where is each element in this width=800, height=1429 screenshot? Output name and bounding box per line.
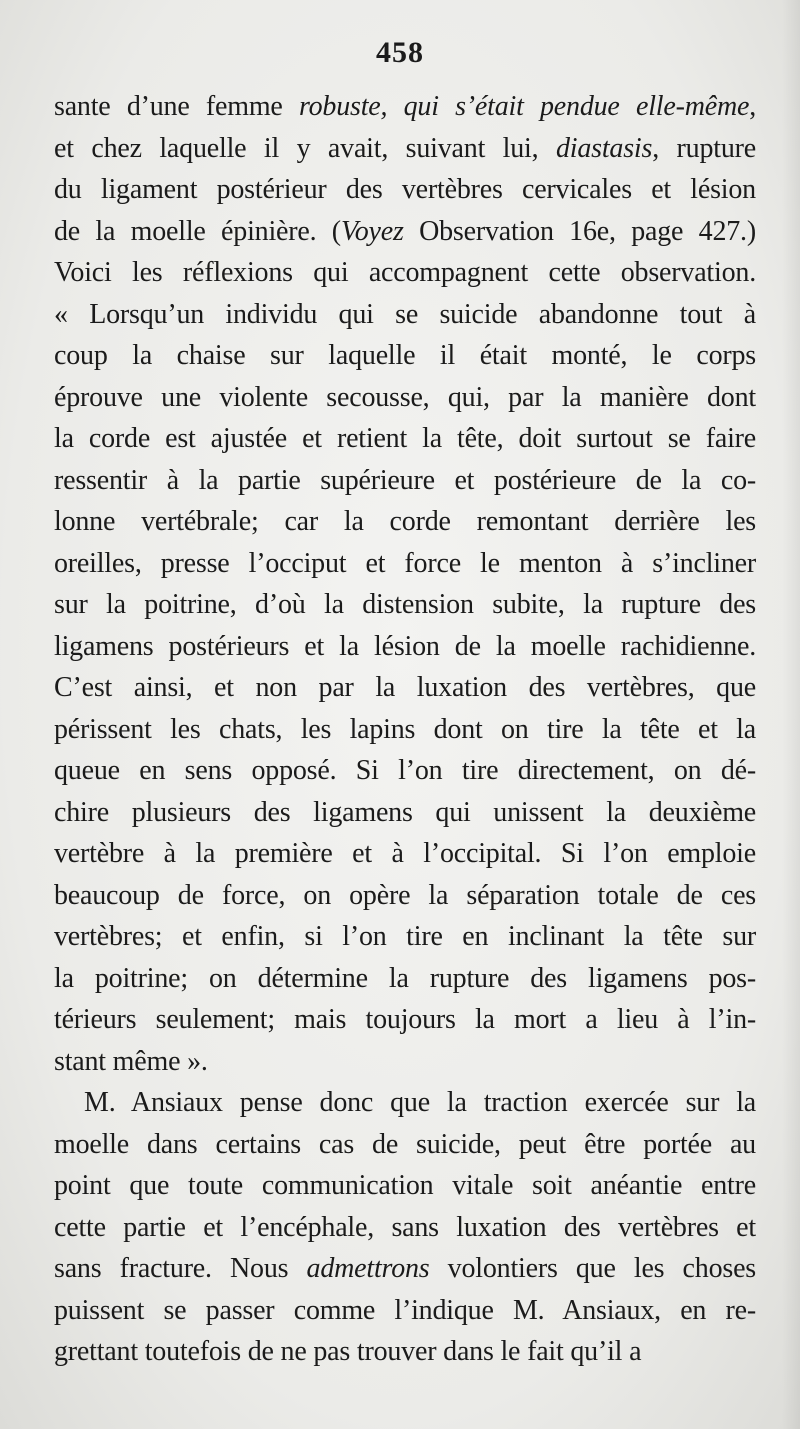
text-segment: du ligament postérieur des vertèbres cervicales et lésion	[54, 174, 756, 205]
text-line	[54, 792, 756, 834]
page-edge-shadow	[782, 0, 800, 1429]
text-segment: térieurs seulement; mais toujours la mort a lieu à l’in-	[54, 1004, 756, 1035]
text-line	[54, 833, 756, 875]
text-segment: point que toute communication vitale soit anéantie entre	[54, 1170, 756, 1201]
text-segment: queue en sens opposé. Si l’on tire directement, on dé-	[54, 755, 756, 786]
text-line	[54, 875, 756, 917]
text-segment: vertèbres; et enfin, si l’on tire en inclinant la tête sur	[54, 921, 756, 952]
text-line	[54, 1165, 756, 1207]
text-line	[54, 377, 756, 419]
text-line	[54, 584, 756, 626]
text-segment: lonne vertébrale; car la corde remontant derrière les	[54, 506, 756, 537]
text-segment: coup la chaise sur laquelle il était monté, le corps	[54, 340, 756, 371]
text-segment: Observation 16e, page 427.)	[403, 215, 756, 247]
text-segment: vertèbre à la première et à l’occipital. Si l’on emploie	[54, 838, 756, 869]
text-line	[54, 1041, 756, 1083]
text-segment: stant même ».	[54, 1045, 208, 1077]
text-line	[54, 252, 756, 294]
text-segment: beaucoup de force, on opère la séparation totale de ces	[54, 879, 756, 911]
text-line	[54, 128, 756, 170]
text-line	[54, 709, 756, 751]
text-line	[54, 1331, 756, 1373]
text-segment: sur la poitrine, d’où la distension subite, la rupture des	[54, 589, 756, 620]
text-segment: grettant toutefois de ne pas trouver dans le fait qu’il a	[54, 1336, 642, 1367]
text-line	[54, 1082, 756, 1124]
text-line	[54, 543, 756, 585]
text-segment: éprouve une violente secousse, qui, par la manière dont	[54, 381, 756, 413]
text-segment: ressentir à la partie supérieure et postérieure de la co-	[54, 464, 756, 496]
text-segment: périssent les chats, les lapins dont on tire la tête et la	[54, 713, 756, 745]
text-line	[54, 916, 756, 958]
text-line	[54, 335, 756, 377]
italic-text: robuste, qui s’était pendue elle-même	[298, 91, 750, 122]
text-line	[54, 750, 756, 792]
text-line	[54, 626, 756, 668]
text-line	[54, 999, 756, 1041]
page-number: 458	[376, 36, 424, 69]
text-line	[54, 1248, 756, 1290]
text-segment: de la moelle épinière. (	[54, 215, 341, 247]
text-line	[54, 958, 756, 1000]
text-segment: sante d’une femme	[54, 91, 299, 122]
text-segment: volontiers que les choses	[429, 1253, 757, 1284]
text-segment: la corde est ajustée et retient la tête, doit surtout se faire	[54, 423, 756, 454]
text-segment: et chez laquelle il y avait, suivant lui,	[54, 132, 556, 164]
text-segment: puissent se passer comme l’indique M. Ansiaux, en re-	[54, 1294, 756, 1326]
text-segment: Voici les réflexions qui accompagnent cette observation.	[54, 257, 756, 288]
text-line	[54, 501, 756, 543]
text-segment: C’est ainsi, et non par la luxation des vertèbres, que	[54, 672, 756, 703]
text-segment: , rupture	[652, 132, 756, 164]
text-segment: chire plusieurs des ligamens qui unissent la deuxième	[54, 796, 756, 828]
text-line	[54, 667, 756, 709]
text-line	[54, 460, 756, 502]
text-segment: la poitrine; on détermine la rupture des ligamens pos-	[54, 962, 756, 994]
text-segment: ligamens postérieurs et la lésion de la moelle rachidienne.	[54, 630, 756, 662]
text-segment: « Lorsqu’un individu qui se suicide abandonne tout à	[54, 298, 756, 330]
text-segment: cette partie et l’encéphale, sans luxation des vertèbres et	[54, 1211, 756, 1243]
text-segment: ,	[749, 91, 757, 122]
body-text	[54, 86, 756, 1373]
italic-text: Voyez	[340, 215, 404, 247]
text-segment: moelle dans certains cas de suicide, peut être portée au	[54, 1128, 756, 1160]
text-segment: M. Ansiaux pense donc que la traction exercée sur la	[84, 1087, 756, 1118]
text-segment: oreilles, presse l’occiput et force le menton à s’incliner	[54, 547, 756, 579]
italic-text: diastasis	[555, 132, 653, 164]
text-line	[54, 1124, 756, 1166]
text-line	[54, 294, 756, 336]
text-line	[54, 1290, 756, 1332]
text-line	[54, 86, 756, 128]
italic-text: admettrons	[306, 1253, 430, 1284]
text-line	[54, 169, 756, 211]
text-line	[54, 418, 756, 460]
text-segment: sans fracture. Nous	[54, 1253, 307, 1284]
text-line	[54, 211, 756, 253]
text-line	[54, 1207, 756, 1249]
